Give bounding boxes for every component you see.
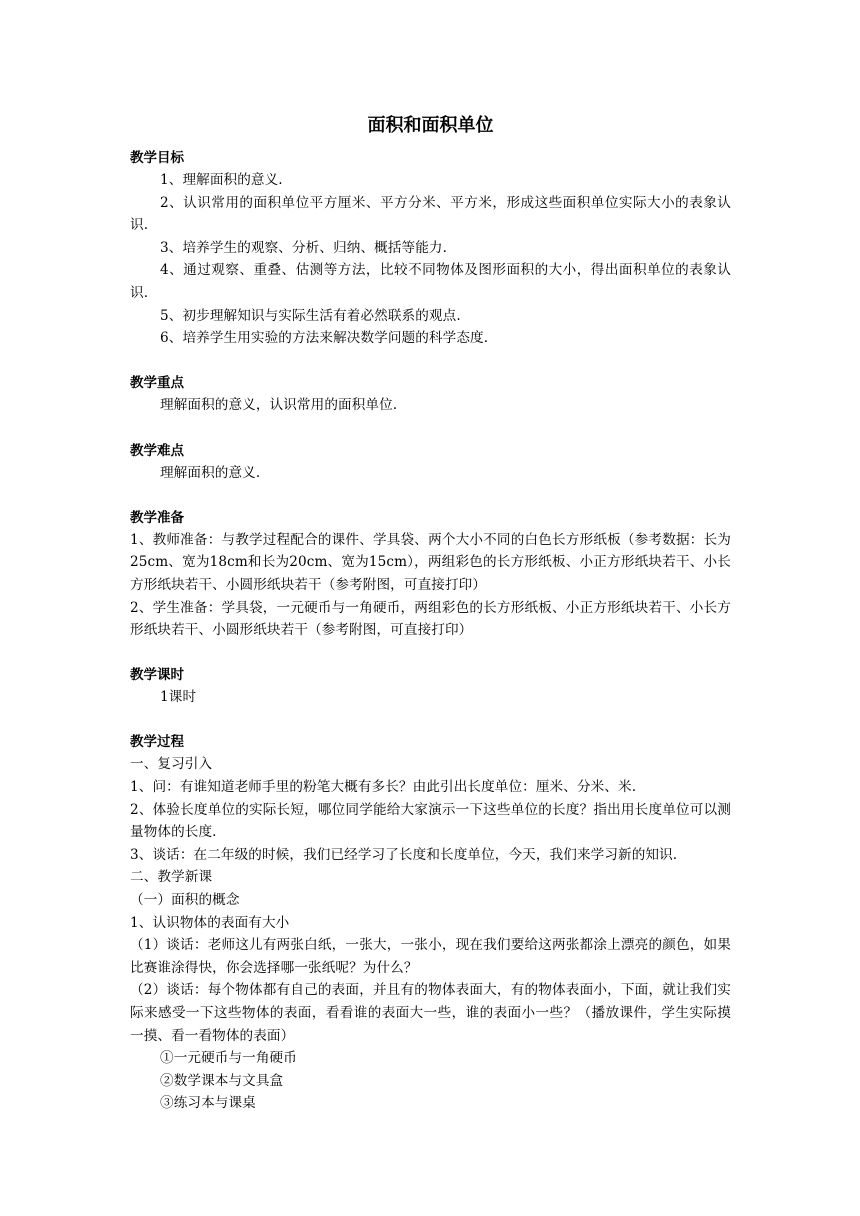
- process-part-review: 一、复习引入: [130, 756, 213, 773]
- objective-item: 3、培养学生的观察、分析、归纳、概括等能力.: [160, 239, 448, 256]
- spacer: [130, 642, 731, 665]
- subsection-area-concept: （一）面积的概念: [130, 892, 240, 909]
- review-item: 3、谈话：在二年级的时候，我们已经学习了长度和长度单位，今天，我们来学习新的知识.: [130, 846, 678, 863]
- duration-text: 1课时: [160, 689, 197, 706]
- review-item: 2、体验长度单位的实际长短，哪位同学能给大家演示一下这些单位的长度？指出用长度单位可以测量物体的长度.: [130, 801, 731, 841]
- example-item: ②数学课本与文具盒: [160, 1072, 284, 1089]
- objective-item: 1、理解面积的意义.: [160, 172, 283, 188]
- objective-item: 6、培养学生用实验的方法来解决数学问题的科学态度.: [160, 330, 489, 347]
- process-heading: 教学过程: [130, 734, 184, 751]
- talk-paragraph: （1）谈话：老师这儿有两张白纸，一张大，一张小，现在我们要给这两张都涂上漂亮的颜色，如果比赛谁涂得快，你会选择哪一张纸呢？为什么？: [130, 937, 731, 976]
- document-page: [130, 112, 731, 1115]
- talk-paragraph: （2）谈话：每个物体都有自己的表面，并且有的物体表面大，有的物体表面小，下面，就让我们实际来感受一下这些物体的表面，看看谁的表面大一些，谁的表面小一些？（播放课件，学生实际摸一摸、看一看物体的表面）: [130, 982, 731, 1044]
- objective-item: 2、认识常用的面积单位平方厘米、平方分米、平方米，形成这些面积单位实际大小的表象认识.: [130, 194, 731, 234]
- objective-item: 5、初步理解知识与实际生活有着必然联系的观点.: [160, 307, 461, 324]
- preparation-item: 1、教师准备：与教学过程配合的课件、学具袋、两个大小不同的白色长方形纸板（参考数据：长为25cm、宽为18cm和长为20cm、宽为15cm），两组彩色的长方形纸板、小正方形纸块若干、小长方形纸块若干、小圆形纸块若干（参考附图，可直接打印）: [130, 531, 731, 593]
- example-item: ③练习本与课桌: [160, 1095, 256, 1112]
- spacer: [130, 350, 731, 373]
- example-item: ①一元硬币与一角硬币: [160, 1050, 297, 1067]
- spacer: [130, 484, 731, 507]
- document-title: 面积和面积单位: [367, 115, 494, 136]
- difficulties-text: 理解面积的意义.: [160, 464, 261, 481]
- key-points-text: 理解面积的意义，认识常用的面积单位.: [160, 397, 398, 414]
- difficulties-heading: 教学难点: [130, 442, 184, 459]
- point-surface-size: 1、认识物体的表面有大小: [130, 914, 290, 931]
- key-points-heading: 教学重点: [130, 375, 184, 392]
- objective-item: 4、通过观察、重叠、估测等方法，比较不同物体及图形面积的大小，得出面积单位的表象认识.: [130, 262, 731, 301]
- duration-heading: 教学课时: [130, 667, 184, 684]
- objectives-heading: 教学目标: [130, 150, 184, 166]
- process-part-new: 二、教学新课: [130, 869, 213, 886]
- review-item: 1、问：有谁知道老师手里的粉笔大概有多长？由此引出长度单位：厘米、分米、米.: [130, 779, 637, 796]
- preparation-item: 2、学生准备：学具袋，一元硬币与一角硬币，两组彩色的长方形纸板、小正方形纸块若干、小长方形纸块若干、小圆形纸块若干（参考附图，可直接打印）: [130, 599, 731, 639]
- spacer: [130, 417, 731, 440]
- spacer: [130, 709, 731, 732]
- preparation-heading: 教学准备: [130, 509, 184, 526]
